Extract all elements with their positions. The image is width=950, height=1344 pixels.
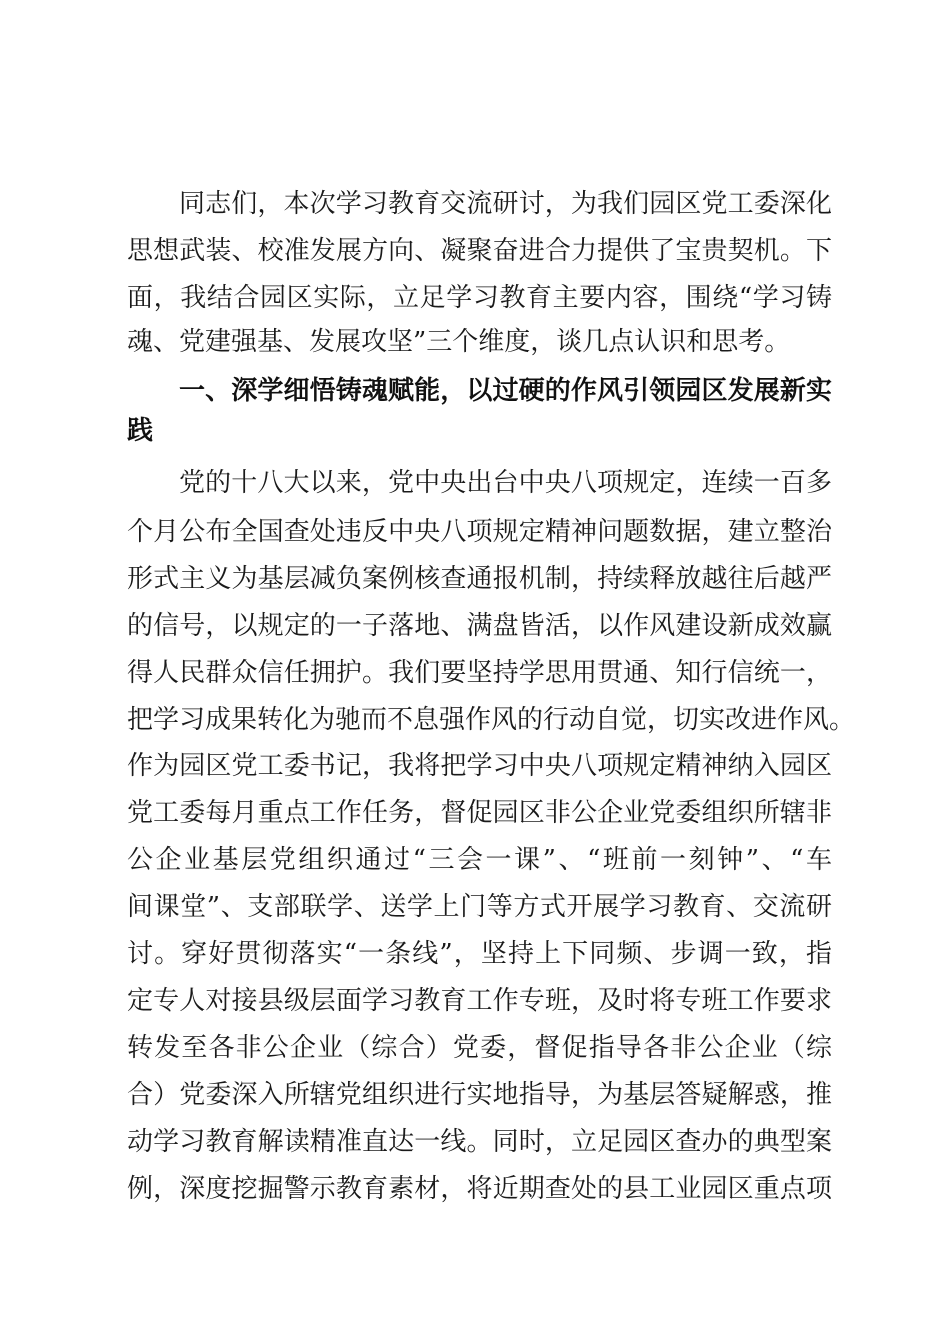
body-line: 转发至各非公企业（综合）党委，督促指导各非公企业（综: [127, 1033, 832, 1063]
section-heading: 践: [127, 416, 154, 446]
intro-line: 魂、党建强基、发展攻坚”三个维度，谈几点认识和思考。: [127, 327, 791, 357]
body-line: 定专人对接县级层面学习教育工作专班，及时将专班工作要求: [127, 986, 832, 1016]
body-line: 作为园区党工委书记，我将把学习中央八项规定精神纳入园区: [127, 751, 832, 781]
body-line: 公企业基层党组织通过“三会一课”、“班前一刻钟”、“车: [127, 845, 832, 875]
section-heading: 一、深学细悟铸魂赋能，以过硬的作风引领园区发展新实: [179, 376, 832, 406]
body-line: 形式主义为基层减负案例核查通报机制，持续释放越往后越严: [127, 564, 832, 594]
body-line: 例，深度挖掘警示教育素材，将近期查处的县工业园区重点项: [127, 1174, 832, 1204]
body-line: 间课堂”、支部联学、送学上门等方式开展学习教育、交流研: [127, 892, 832, 922]
body-line: 合）党委深入所辖党组织进行实地指导，为基层答疑解惑，推: [127, 1080, 832, 1110]
intro-line: 面，我结合园区实际，立足学习教育主要内容，围绕“学习铸: [127, 283, 832, 313]
body-line: 的信号，以规定的一子落地、满盘皆活，以作风建设新成效赢: [127, 611, 832, 641]
body-line: 动学习教育解读精准直达一线。同时，立足园区查办的典型案: [127, 1127, 832, 1157]
intro-line: 思想武装、校准发展方向、凝聚奋进合力提供了宝贵契机。下: [127, 236, 832, 266]
body-line: 把学习成果转化为驰而不息强作风的行动自觉，切实改进作风。: [127, 705, 856, 735]
body-line: 党的十八大以来，党中央出台中央八项规定，连续一百多: [179, 468, 832, 498]
body-line: 讨。穿好贯彻落实“一条线”，坚持上下同频、步调一致，指: [127, 939, 832, 969]
body-line: 个月公布全国查处违反中央八项规定精神问题数据，建立整治: [127, 517, 832, 547]
intro-line: 同志们，本次学习教育交流研讨，为我们园区党工委深化: [179, 189, 832, 219]
body-line: 得人民群众信任拥护。我们要坚持学思用贯通、知行信统一，: [127, 658, 832, 688]
body-line: 党工委每月重点工作任务，督促园区非公企业党委组织所辖非: [127, 798, 832, 828]
